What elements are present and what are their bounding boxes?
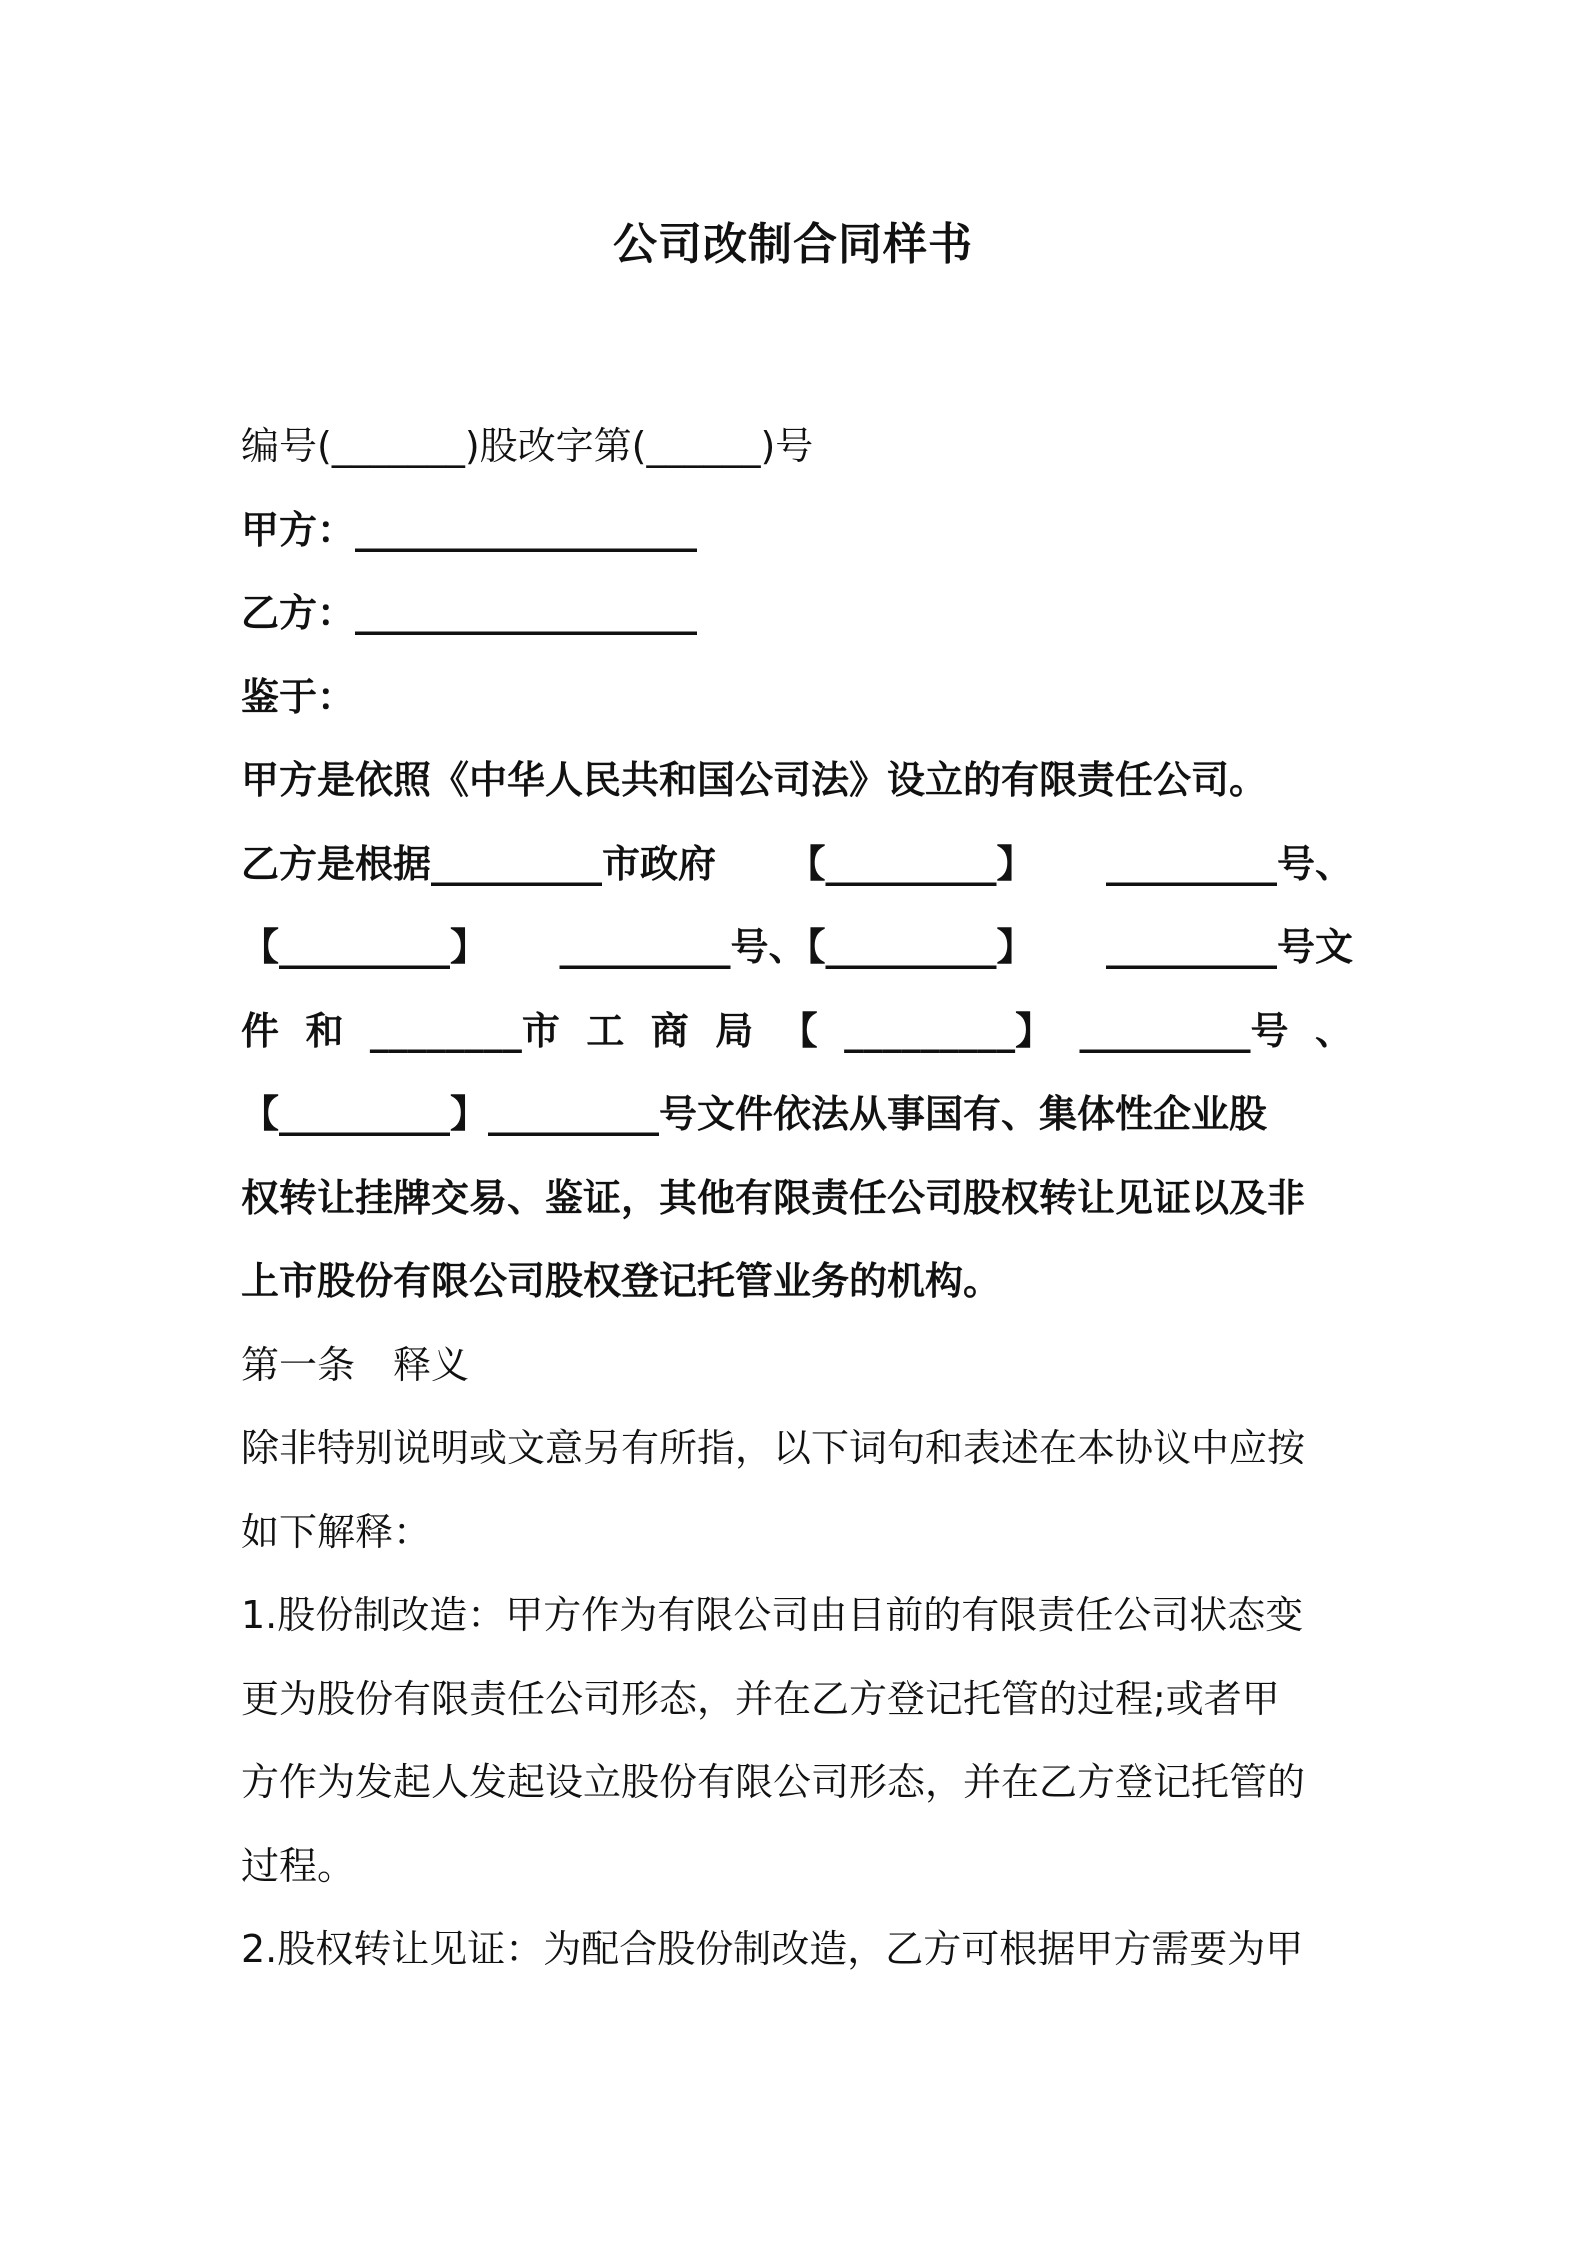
definition-1-line-2: 更为股份有限责任公司形态，并在乙方登记托管的过程;或者甲 xyxy=(241,1676,1280,1721)
text-segment: 【_________】 xyxy=(787,841,1035,886)
definitions-intro-line-2: 如下解释： xyxy=(241,1509,432,1554)
definition-1-line-4: 过程。 xyxy=(241,1843,356,1888)
party-b-description-line-3 xyxy=(241,990,1353,1074)
document-title: 公司改制合同样书 xyxy=(613,219,973,270)
definition-1-line-1: 1.股份制改造：甲方作为有限公司由目前的有限责任公司状态变 xyxy=(241,1593,1304,1637)
text-segment: _________号文 xyxy=(1105,925,1353,969)
article-one-heading: 第一条 释义 xyxy=(241,1342,470,1387)
text-segment: 和 xyxy=(305,1008,344,1053)
party-b-line: 乙方：__________________ xyxy=(241,591,698,635)
definitions-intro-line-1: 除非特别说明或文意另有所指，以下词句和表述在本协议中应按 xyxy=(241,1426,1306,1470)
text-segment: _________】 xyxy=(844,1008,1054,1053)
text-segment: 【_________】 xyxy=(241,925,489,969)
text-segment: _________号、 xyxy=(1105,841,1353,886)
whereas-line: 鉴于： xyxy=(241,674,356,719)
party-b-description-line-4: 【_________】_________号文件依法从事国有、集体性企业股 xyxy=(241,1092,1268,1136)
text-segment: 乙方是根据_________市政府 xyxy=(241,841,717,886)
text-segment: ________市 xyxy=(369,1008,560,1053)
text-segment: 【 xyxy=(779,1008,818,1053)
document-body xyxy=(241,405,1353,1992)
party-b-description-line-6: 上市股份有限公司股权登记托管业务的机构。 xyxy=(241,1259,1002,1303)
definition-2-line-1: 2.股权转让见证：为配合股份制改造，乙方可根据甲方需要为甲 xyxy=(241,1927,1304,1971)
text-segment: 商 xyxy=(650,1008,689,1053)
party-a-description: 甲方是依照《中华人民共和国公司法》设立的有限责任公司。 xyxy=(241,758,1268,802)
party-a-line: 甲方：__________________ xyxy=(241,507,698,552)
contract-number-line: 编号(_______)股改字第(______)号 xyxy=(241,424,814,468)
text-segment: _________号、【_________】 xyxy=(559,925,1035,969)
party-b-description-line-1 xyxy=(241,823,1353,907)
definition-1-line-3: 方作为发起人发起设立股份有限公司形态，并在乙方登记托管的 xyxy=(241,1760,1306,1804)
text-segment: 工 xyxy=(586,1008,625,1053)
text-segment: 、 xyxy=(1314,1008,1353,1053)
text-segment: 件 xyxy=(241,1008,280,1053)
text-segment: _________号 xyxy=(1079,1008,1289,1053)
party-b-description-line-5: 权转让挂牌交易、鉴证，其他有限责任公司股权转让见证以及非 xyxy=(241,1175,1306,1220)
text-segment: 局 xyxy=(715,1008,754,1053)
party-b-description-line-2 xyxy=(241,906,1353,990)
